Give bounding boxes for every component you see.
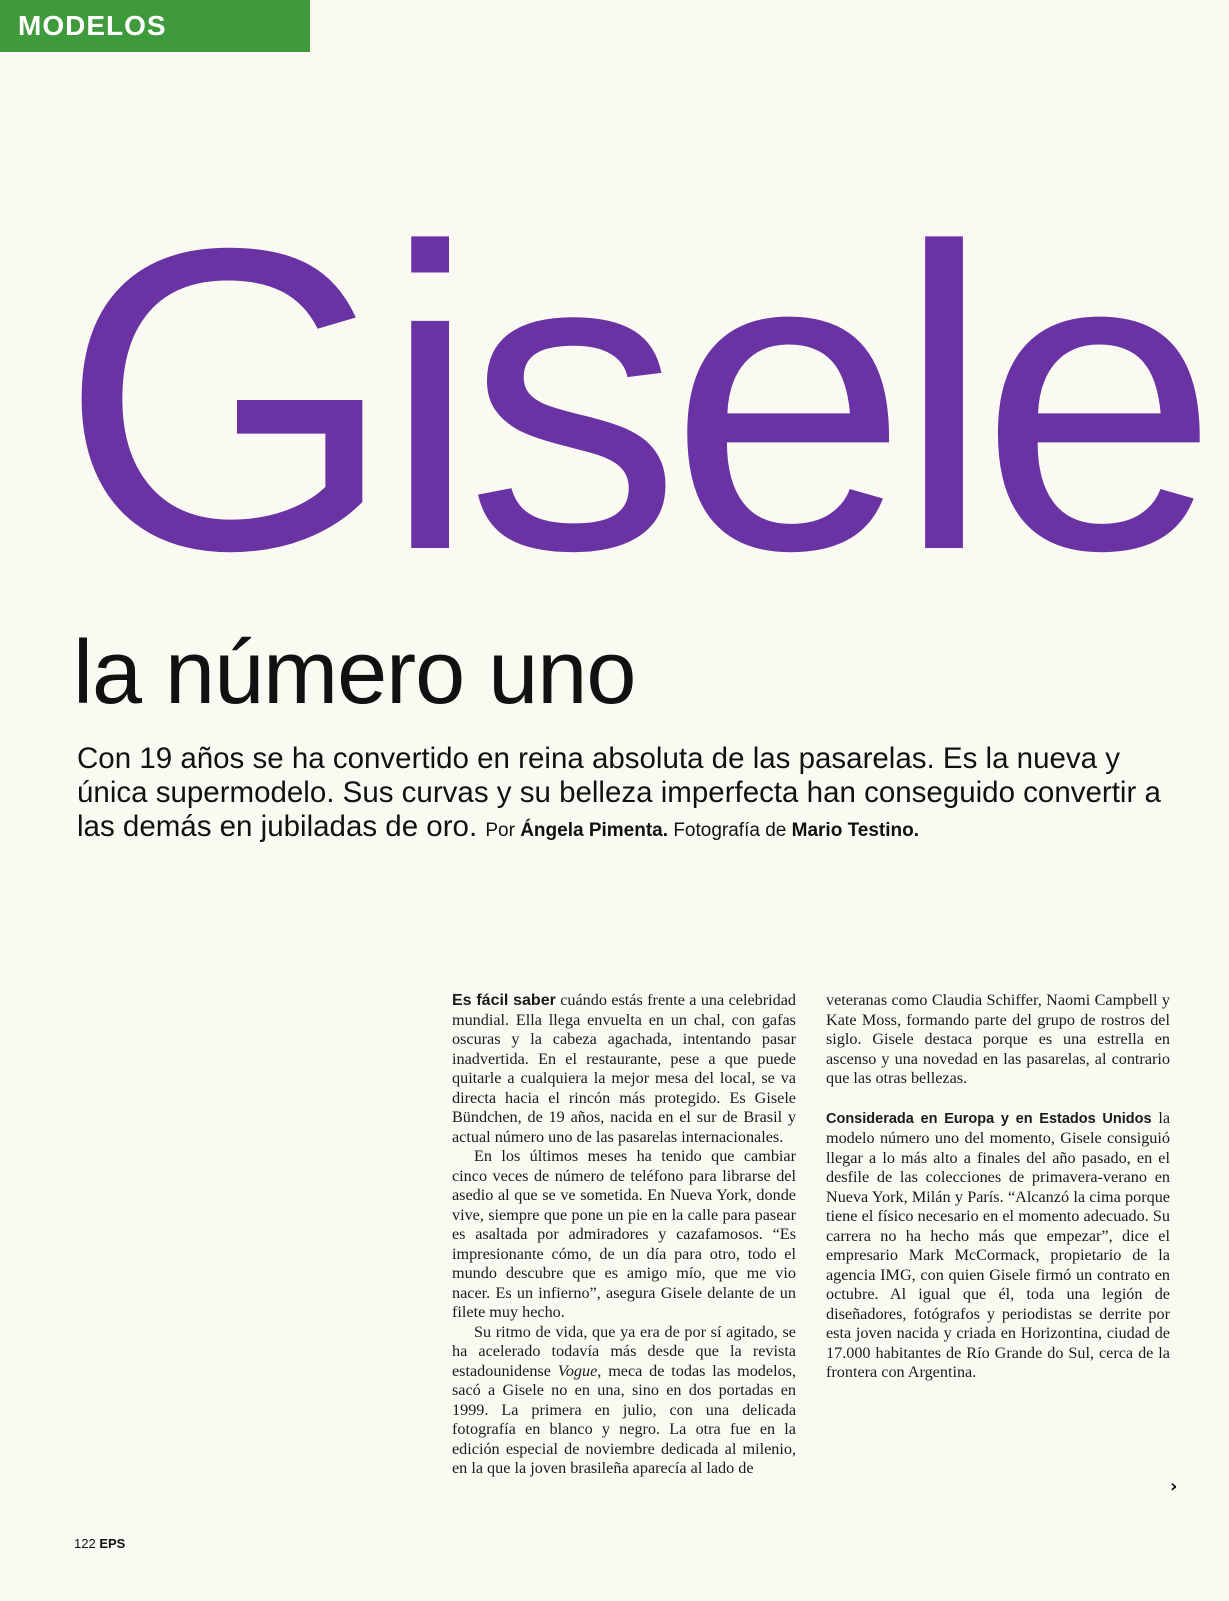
- headline-subtitle: la número uno: [73, 623, 636, 723]
- page-number: 122: [74, 1536, 96, 1551]
- body-paragraph: En los últimos meses ha tenido que cambiar cinco veces de número de teléfono para librarse del asedio al que se ve sometida. En Nueva York, donde vive, siempre que pone un pie en la calle para pasear es asaltada por admiradores y cazafamosos. “Es impresionante cómo, de un día para otro, todo el mundo descubre que es amigo mío, que me vio nacer. Es un infierno”, asegura Gisele delante de un filete muy hecho.: [452, 1147, 796, 1321]
- paragraph-lead-in: Es fácil saber: [452, 992, 556, 1009]
- photo-credit-label: Fotografía de: [673, 820, 787, 841]
- byline: [485, 820, 919, 841]
- magazine-name: Vogue,: [557, 1361, 602, 1380]
- paragraph-text: la modelo número uno del momento, Gisele consiguió llegar a lo más alto a finales del año pasado, en el desfile de las colecciones de primavera-verano en Nueva York, Milán y París. “Alcanzó la cima porque tiene el físico necesario en el momento adecuado. Su carrera no ha hecho más que empezar”, dice el empresario Mark McCormack, propietario de la agencia IMG, con quien Gisele firmó un contrato en octubre. Al igual que él, toda una legión de diseñadores, fotógrafos y periodistas se derrite por esta joven nacida y criada en Horizontina, ciudad de 17.000 habitantes de Río Grande do Sul, cerca de la frontera con Argentina.: [826, 1108, 1171, 1381]
- article-column-2: [826, 991, 1170, 1383]
- publication-name: EPS: [99, 1536, 126, 1551]
- byline-label: Por: [485, 820, 515, 841]
- chevron-right-icon: ›: [1170, 1476, 1178, 1497]
- paragraph-lead-in: Considerada en Europa y en Estados Unidos: [826, 1110, 1152, 1127]
- section-tag: MODELOS: [0, 0, 310, 52]
- lead-text: Con 19 años se ha convertido en reina absoluta de las pasarelas. Es la nueva y única supermodelo. Sus curvas y su belleza imperfecta han conseguido convertir a las demás en jubiladas de oro.: [77, 742, 1161, 843]
- paragraph-text: meca de todas las modelos, sacó a Gisele no en una, sino en dos portadas en 1999. La primera en julio, con una delicada fotografía en blanco y negro. La otra fue en la edición especial de noviembre dedicada al milenio, en la que la joven brasileña aparecía al lado de: [452, 1361, 797, 1477]
- headline-title: Gisele: [60, 160, 1207, 640]
- paragraph-text: cuándo estás frente a una celebridad mundial. Ella llega envuelta en un chal, con gafas oscuras y la cabeza agachada, intentando pasar inadvertida. En el restaurante, pese a que puede quitarle a cualquiera la mejor mesa del local, se va directa hacia el rincón más protegido. Es Gisele Bündchen, de 19 años, nacida en el sur de Brasil y actual número uno de las pasarelas internacionales.: [452, 991, 796, 1146]
- paragraph-text: Su ritmo de vida, que ya era de por sí agitado, se ha acelerado todavía más desde que la revista estadounidense: [452, 1322, 796, 1380]
- body-paragraph: [452, 991, 796, 1147]
- author-name: Ángela Pimenta.: [520, 820, 669, 841]
- body-paragraph: [826, 1109, 1170, 1383]
- photographer-name: Mario Testino.: [791, 820, 920, 841]
- page-folio: [74, 1536, 125, 1551]
- lead-paragraph: [77, 742, 1182, 848]
- body-paragraph-continued: veteranas como Claudia Schiffer, Naomi Campbell y Kate Moss, formando parte del grupo de rostros del siglo. Gisele destaca porque es una estrella en ascenso y una novedad en las pasarelas, al contrario que las otras bellezas.: [826, 991, 1170, 1087]
- body-paragraph: [452, 1323, 796, 1479]
- article-column-1: [452, 991, 796, 1479]
